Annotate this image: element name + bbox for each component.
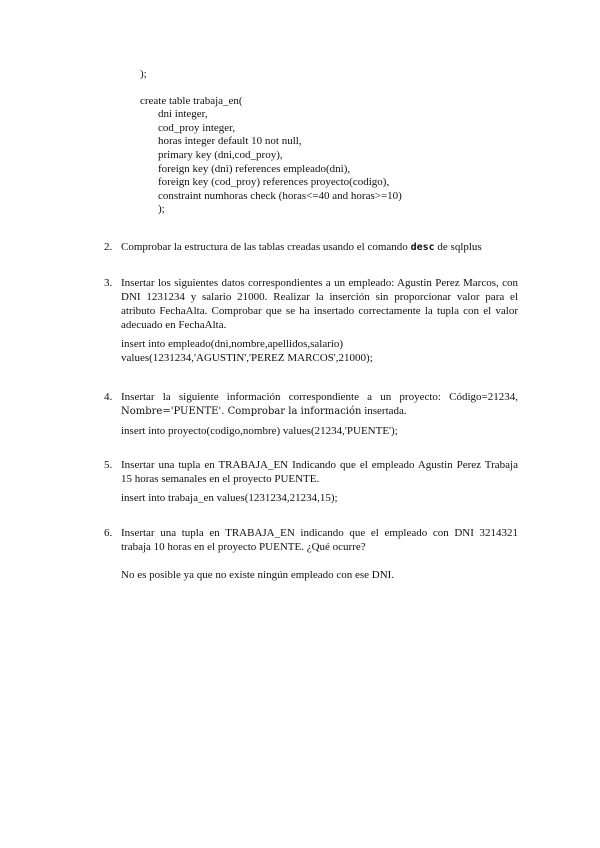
exercise-item-2 xyxy=(104,240,518,255)
item-answer: No es posible ya que no existe ningún empleado con ese DNI. xyxy=(121,569,395,581)
sql-line: values(1231234,'AGUSTIN','PEREZ MARCOS',21000); xyxy=(121,351,373,364)
code-line: horas integer default 10 not null, xyxy=(158,135,302,148)
code-line: foreign key (dni) references empleado(dni), xyxy=(158,162,351,175)
create-table-code-block xyxy=(140,68,402,217)
code-gap xyxy=(140,82,402,95)
desc-command: desc xyxy=(410,242,435,253)
code-line: ); xyxy=(158,203,165,216)
code-line: primary key (dni,cod_proy), xyxy=(158,148,283,161)
item-number: 3. xyxy=(104,277,113,289)
exercise-item-5 xyxy=(104,458,518,506)
item-text-part: de sqlplus xyxy=(434,241,482,253)
item-text: Insertar una tupla en TRABAJA_EN Indicando que el empleado Agustin Perez Trabaja 15 horas semanales en el proyecto PUENTE. xyxy=(121,459,518,485)
item-body xyxy=(121,526,518,582)
code-line: dni integer, xyxy=(158,108,208,121)
item-text xyxy=(121,240,518,255)
exercise-item-6 xyxy=(104,526,518,582)
sql-statement xyxy=(121,338,518,365)
code-closing-paren: ); xyxy=(140,68,147,80)
item-body xyxy=(121,458,518,506)
code-line: constraint numhoras check (horas<=40 and horas>=10) xyxy=(158,189,402,202)
item-text-part: Nombre='PUENTE'. Comprobar la información xyxy=(121,406,362,417)
exercise-item-4 xyxy=(104,390,518,439)
item-text xyxy=(121,390,518,419)
exercise-item-3 xyxy=(104,276,518,365)
item-number: 4. xyxy=(104,391,113,403)
code-line: cod_proy integer, xyxy=(158,121,236,134)
item-text: Insertar los siguientes datos correspondientes a un empleado: Agustin Perez Marcos, con DNI 1231234 y salario 21000. Realizar la inserción sin proporcionar valor para el atributo FechaAlta. Comprobar que se ha insertado correctamente la tupla con el valor adecuado en FechaAlta. xyxy=(121,277,518,331)
item-number: 5. xyxy=(104,459,113,471)
code-create-statement: create table trabaja_en( xyxy=(140,94,243,107)
item-text-part: insertada. xyxy=(361,405,407,417)
code-line: foreign key (cod_proy) references proyecto(codigo), xyxy=(158,176,390,189)
item-number: 6. xyxy=(104,527,113,539)
item-text: Insertar una tupla en TRABAJA_EN indicando que el empleado con DNI 3214321 trabaja 10 horas en el proyecto PUENTE. ¿Qué ocurre? xyxy=(121,527,518,553)
item-body xyxy=(121,276,518,365)
item-body xyxy=(121,390,518,439)
sql-statement: insert into proyecto(codigo,nombre) values(21234,'PUENTE'); xyxy=(121,425,398,437)
item-text-part: Insertar la siguiente información correspondiente a un proyecto: Código=21234, xyxy=(121,391,518,403)
item-text-part: Comprobar la estructura de las tablas creadas usando el comando xyxy=(121,241,411,253)
item-number: 2. xyxy=(104,241,113,253)
sql-statement: insert into trabaja_en values(1231234,21234,15); xyxy=(121,492,338,504)
sql-line: insert into empleado(dni,nombre,apellidos,salario) xyxy=(121,338,344,350)
